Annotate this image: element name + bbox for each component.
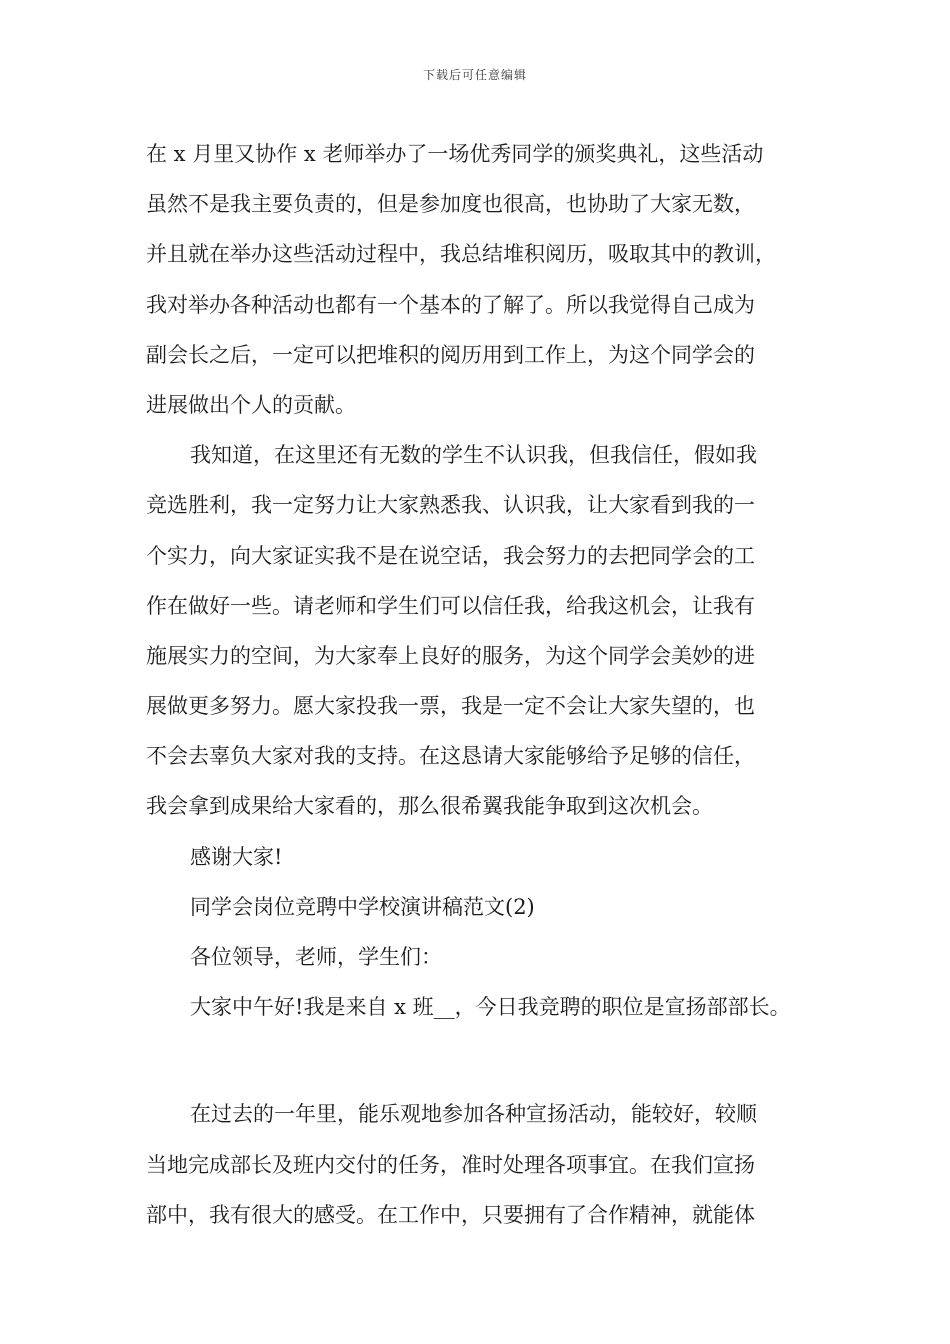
text-line: 并且就在举办这些活动过程中，我总结堆积阅历，吸取其中的教训， [146, 242, 776, 267]
thanks-line: 感谢大家! [190, 844, 283, 869]
text-line: 展做更多努力。愿大家投我一票，我是一定不会让大家失望的，也 [146, 694, 755, 719]
text-line: 部中，我有很大的感受。在工作中，只要拥有了合作精神，就能体 [146, 1202, 755, 1227]
text-line: 我对举办各种活动也都有一个基本的了解了。所以我觉得自己成为 [146, 292, 755, 317]
text-line: 虽然不是我主要负责的，但是参加度也很高，也协助了大家无数， [146, 192, 755, 217]
text-line: 我知道，在这里还有无数的学生不认识我，但我信任，假如我 [190, 443, 757, 468]
text-line: 我会拿到成果给大家看的，那么很希翼我能争取到这次机会。 [146, 794, 713, 819]
paragraph-gap [146, 1032, 826, 1089]
section-title: 同学会岗位竞聘中学校演讲稿范文(2) [190, 894, 535, 919]
paragraph-past-year [146, 1089, 826, 1240]
document-body [146, 129, 826, 1240]
text-line: 施展实力的空间，为大家奉上良好的服务，为这个同学会美妙的进 [146, 643, 755, 668]
text-line: 副会长之后，一定可以把堆积的阅历用到工作上，为这个同学会的 [146, 342, 755, 367]
text-line: 在过去的一年里，能乐观地参加各种宣扬活动，能较好，较顺 [190, 1102, 757, 1127]
text-line: 当地完成部长及班内交付的任务，准时处理各项事宜。在我们宣扬 [146, 1152, 755, 1177]
text-line: 不会去辜负大家对我的支持。在这恳请大家能够给予足够的信任， [146, 744, 755, 769]
text-line: 个实力，向大家证实我不是在说空话，我会努力的去把同学会的工 [146, 543, 755, 568]
text-line: 竞选胜利，我一定努力让大家熟悉我、认识我，让大家看到我的一 [146, 493, 755, 518]
text-line: 在 x 月里又协作 x 老师举办了一场优秀同学的颁奖典礼，这些活动 [146, 142, 764, 166]
page-header: 下载后可任意编辑 [422, 68, 527, 82]
text-line: 作在做好一些。请老师和学生们可以信任我，给我这机会，让我有 [146, 593, 755, 618]
paragraph-activities [146, 129, 826, 430]
paragraph-trust [146, 430, 826, 832]
intro-line: 大家中午好!我是来自 x 班__，今日我竞聘的职位是宣扬部部长。 [190, 995, 791, 1020]
text-line: 进展做出个人的贡献。 [146, 392, 356, 417]
greeting-line: 各位领导，老师，学生们： [190, 945, 442, 969]
